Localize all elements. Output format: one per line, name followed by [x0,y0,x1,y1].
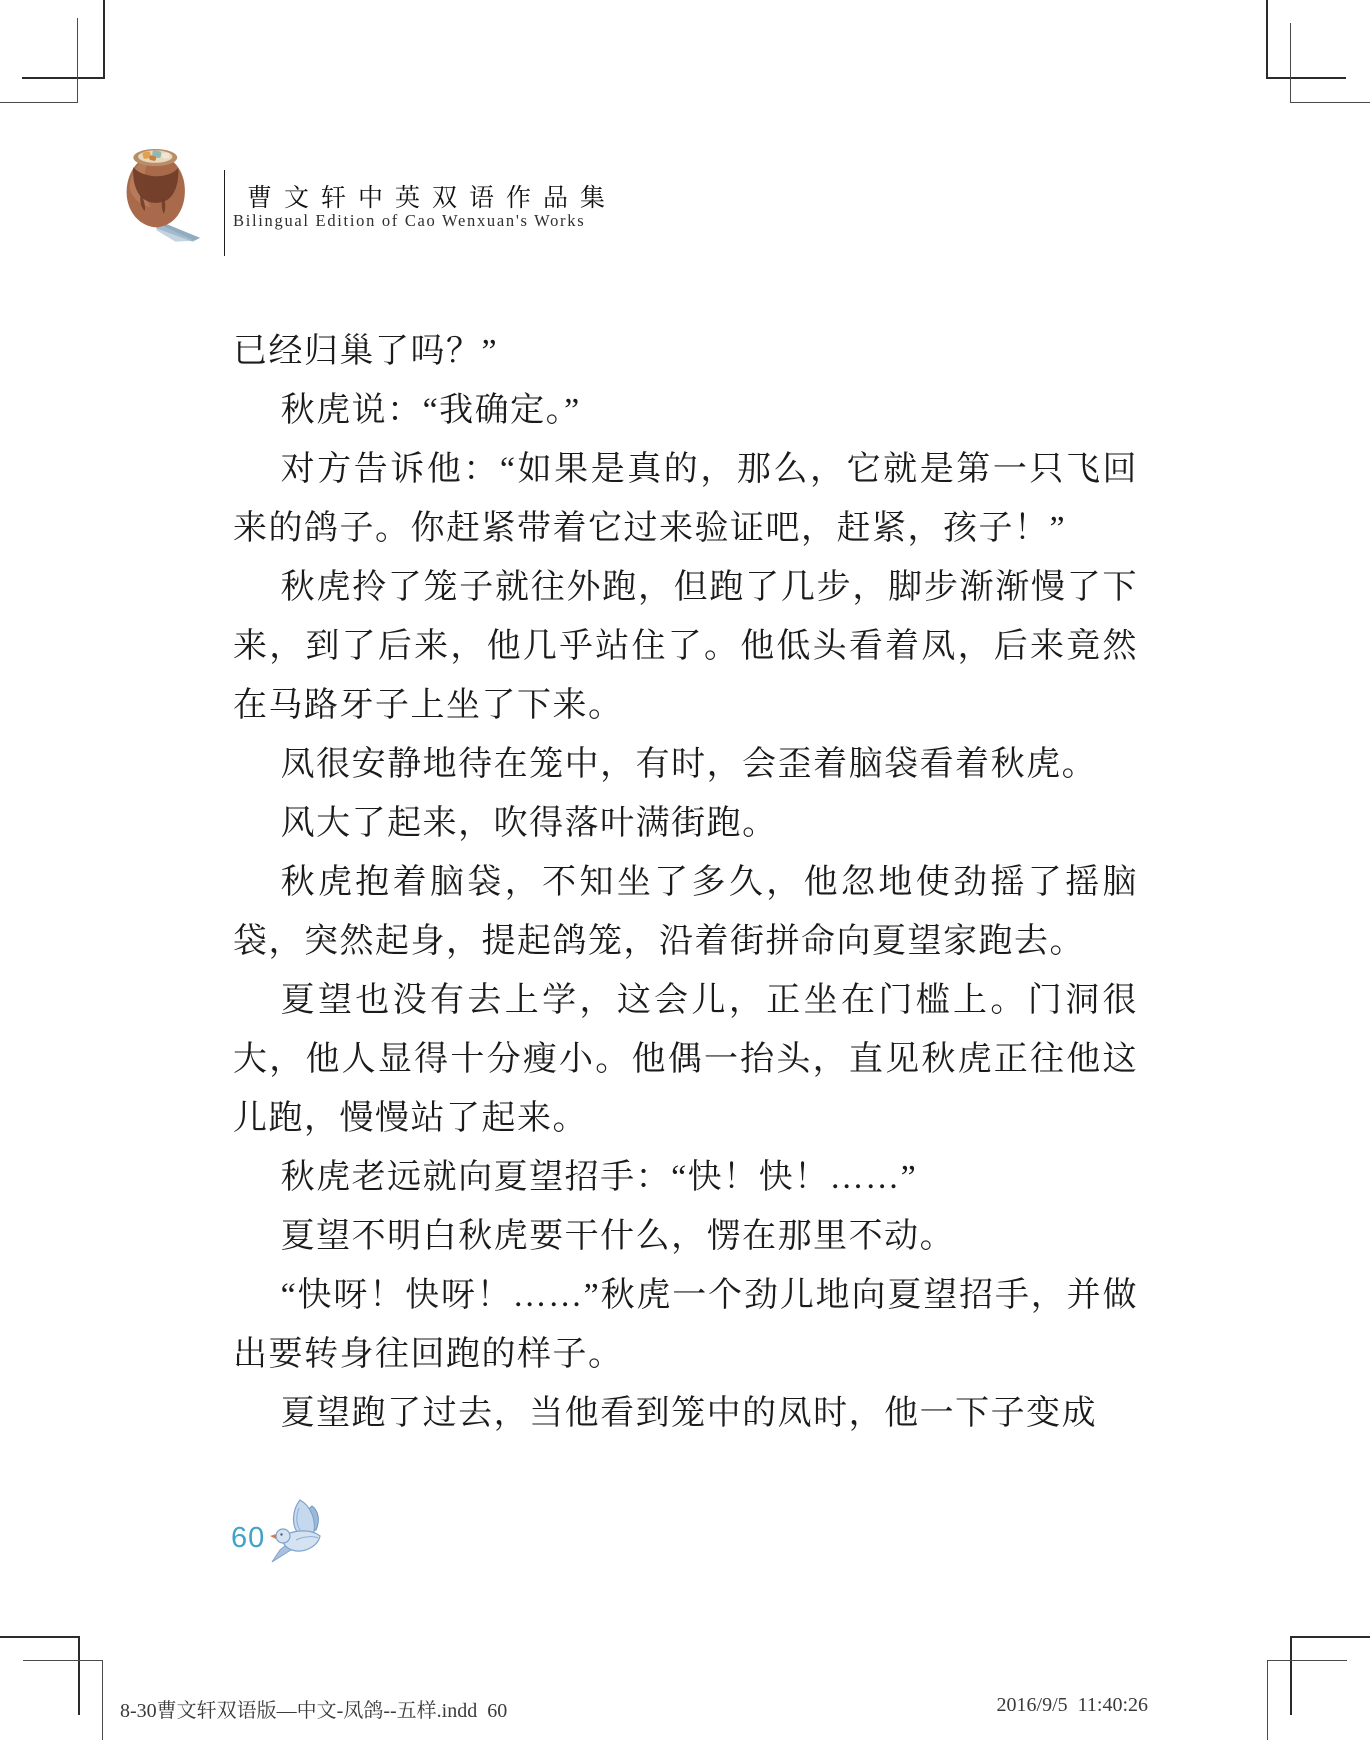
crop-mark-bottom-right-outer [1290,1636,1370,1715]
paragraph: 风大了起来，吹得落叶满街跑。 [280,805,778,842]
series-title-en: Bilingual Edition of Cao Wenxuan's Works [233,211,586,230]
paragraph: 夏望也没有去上学，这会儿，正坐在门槛上。门洞很大，他人显得十分瘦小。他偶一抬头，直见秋虎正往他这儿跑，慢慢站了起来。 [233,982,1138,1137]
crop-mark-top-right-inner [1290,23,1370,103]
crop-mark-bottom-right-inner [1267,1660,1347,1740]
paragraph: 已经归巢了吗？” [233,333,499,370]
crop-mark-top-left-inner [0,18,78,103]
paragraph: 凤很安静地待在笼中，有时，会歪着脑袋看着秋虎。 [280,746,1098,783]
paragraph: 夏望跑了过去，当他看到笼中的凤时，他一下子变成 [280,1395,1098,1432]
story-text-block [233,322,1138,1443]
crop-mark-top-right-outer [1266,0,1346,79]
page-number: 60 [231,1522,266,1554]
paragraph: 秋虎抱着脑袋，不知坐了多久，他忽地使劲摇了摇脑袋，突然起身，提起鸽笼，沿着街拼命向夏望家跑去。 [233,864,1138,960]
crop-mark-bottom-left-outer [0,1636,80,1715]
crop-mark-top-left-outer [22,0,105,79]
header-divider-line [224,170,225,256]
footer-file-name: 8-30曹文轩双语版—中文-凤鸽--五样.indd 60 [120,1700,508,1722]
paragraph: 秋虎说：“我确定。” [280,392,581,429]
paragraph: 对方告诉他：“如果是真的，那么，它就是第一只飞回来的鸽子。你赶紧带着它过来验证吧，赶紧，孩子！” [233,451,1138,547]
paragraph: 秋虎拎了笼子就往外跑，但跑了几步，脚步渐渐慢了下来，到了后来，他几乎站住了。他低头看着凤，后来竟然在马路牙子上坐了下来。 [233,569,1138,724]
series-title-zh: 曹文轩中英双语作品集 [247,185,618,212]
dove-icon [266,1496,340,1572]
crop-mark-bottom-left-inner [23,1660,103,1740]
paragraph: 夏望不明白秋虎要干什么，愣在那里不动。 [280,1218,956,1255]
paragraph: “快呀！快呀！……”秋虎一个劲儿地向夏望招手，并做出要转身往回跑的样子。 [233,1277,1138,1373]
footer-timestamp: 2016/9/5 11:40:26 [996,1694,1148,1716]
clay-pot-icon [118,138,204,244]
paragraph: 秋虎老远就向夏望招手：“快！快！……” [280,1159,918,1196]
